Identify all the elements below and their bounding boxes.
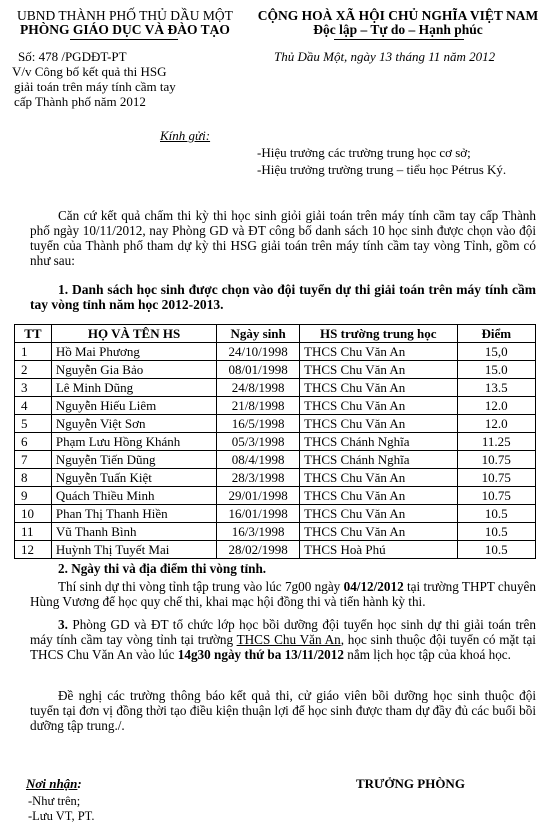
header-school: HS trường trung học xyxy=(300,325,457,343)
table-row xyxy=(15,469,536,487)
table-row xyxy=(15,451,536,469)
place-and-date: Thủ Dầu Một, ngày 13 tháng 11 năm 2012 xyxy=(274,49,496,64)
cell-birth-date: 28/3/1998 xyxy=(217,469,300,487)
cell-student-name: Nguyễn Gia Bảo xyxy=(51,361,216,379)
request-paragraph xyxy=(30,688,536,733)
cell-birth-date: 08/4/1998 xyxy=(217,451,300,469)
cell-school: THCS Chánh Nghĩa xyxy=(300,433,457,451)
table-header-row xyxy=(15,325,536,343)
cell-birth-date: 16/01/1998 xyxy=(217,505,300,523)
cell-score: 12.0 xyxy=(457,415,535,433)
cell-tt: 10 xyxy=(15,505,52,523)
cell-student-name: Nguyễn Tiến Dũng xyxy=(51,451,216,469)
table-row xyxy=(15,415,536,433)
cell-student-name: Nguyễn Việt Sơn xyxy=(51,415,216,433)
header-name: HỌ VÀ TÊN HS xyxy=(51,325,216,343)
table-body xyxy=(15,343,536,559)
cell-student-name: Nguyễn Hiếu Liêm xyxy=(51,397,216,415)
section-3-text-before: Phòng GD và ĐT tổ chức lớp học bồi dưỡng đội tuyển học sinh dự thi giải toán trên máy tính cầm tay vòng tỉnh tại trường xyxy=(30,617,536,647)
cell-score: 13.5 xyxy=(457,379,535,397)
cell-school: THCS Chu Văn An xyxy=(300,379,457,397)
cell-birth-date: 24/8/1998 xyxy=(217,379,300,397)
cell-score: 10.75 xyxy=(457,469,535,487)
student-table xyxy=(14,324,536,559)
subject-line-1: V/v Công bố kết quả thi HSG xyxy=(12,64,167,79)
signer-title: TRƯỞNG PHÒNG xyxy=(356,776,465,791)
header-left-rule xyxy=(70,39,178,40)
section-2-title: 2. Ngày thi và địa điểm thi vòng tỉnh. xyxy=(58,561,267,576)
table-row xyxy=(15,379,536,397)
table-row xyxy=(15,433,536,451)
section-2-date: 04/12/2012 xyxy=(343,579,404,594)
cell-score: 15.0 xyxy=(457,361,535,379)
section-2-paragraph xyxy=(30,579,536,609)
cell-birth-date: 16/5/1998 xyxy=(217,415,300,433)
document-number: Số: 478 /PGDĐT-PT xyxy=(18,49,127,64)
cell-birth-date: 16/3/1998 xyxy=(217,523,300,541)
authority-name: UBND THÀNH PHỐ THỦ DẦU MỘT xyxy=(17,8,233,23)
cell-birth-date: 29/01/1998 xyxy=(217,487,300,505)
cell-birth-date: 21/8/1998 xyxy=(217,397,300,415)
section-3-text-mid: , học sinh thuộc đội tuyển có mặt tại THCS Chu Văn An vào lúc xyxy=(30,632,536,662)
cell-student-name: Phạm Lưu Hồng Khánh xyxy=(51,433,216,451)
cell-score: 15,0 xyxy=(457,343,535,361)
cell-tt: 12 xyxy=(15,541,52,559)
cell-student-name: Huỳnh Thị Tuyết Mai xyxy=(51,541,216,559)
section-2-block xyxy=(30,561,536,576)
cell-school: THCS Chu Văn An xyxy=(300,469,457,487)
cell-score: 10.75 xyxy=(457,451,535,469)
section-2-text-after: tại trường THPT chuyên Hùng Vương để học quy chế thi, khai mạc hội đồng thi và tiến hành kỳ thi. xyxy=(30,579,536,609)
cell-score: 10.75 xyxy=(457,487,535,505)
table-row xyxy=(15,343,536,361)
cell-student-name: Nguyễn Tuấn Kiệt xyxy=(51,469,216,487)
cell-tt: 1 xyxy=(15,343,52,361)
table-row xyxy=(15,505,536,523)
cell-tt: 8 xyxy=(15,469,52,487)
cell-tt: 4 xyxy=(15,397,52,415)
department-name: PHÒNG GIÁO DỤC VÀ ĐÀO TẠO xyxy=(20,22,230,37)
header-tt: TT xyxy=(15,325,52,343)
cell-birth-date: 05/3/1998 xyxy=(217,433,300,451)
header-dob: Ngày sinh xyxy=(217,325,300,343)
cell-school: THCS Chánh Nghĩa xyxy=(300,451,457,469)
intro-text: Căn cứ kết quả chấm thi kỳ thi học sinh giỏi giải toán trên máy tính cầm tay cấp Thành phố ngày 10/11/2012, nay Phòng GD và ĐT công bố danh sách 10 học sinh được chọn vào đội tuyển của Thành phố tham dự kỳ thi HSG giải toán trên máy tính cầm tay vòng Tỉnh, gồm có như sau: xyxy=(30,208,536,268)
header-score: Điểm xyxy=(457,325,535,343)
subject-line-2: giải toán trên máy tính cầm tay xyxy=(14,79,176,94)
cell-student-name: Hồ Mai Phương xyxy=(51,343,216,361)
cell-birth-date: 08/01/1998 xyxy=(217,361,300,379)
cell-tt: 7 xyxy=(15,451,52,469)
section-1-block xyxy=(30,282,536,312)
footer-recipient-1: -Như trên; xyxy=(28,794,81,808)
cell-school: THCS Chu Văn An xyxy=(300,343,457,361)
recipients-label: Kính gửi: xyxy=(160,128,211,143)
subject-line-3: cấp Thành phố năm 2012 xyxy=(14,94,146,109)
national-motto: Độc lập – Tự do – Hạnh phúc xyxy=(313,22,483,37)
table-row xyxy=(15,397,536,415)
section-2-text-before: Thí sinh dự thi vòng tỉnh tập trung vào lúc 7g00 ngày xyxy=(58,579,344,594)
cell-tt: 11 xyxy=(15,523,52,541)
recipients-footer-label: Nơi nhận: xyxy=(26,776,82,791)
cell-student-name: Vũ Thanh Bình xyxy=(51,523,216,541)
cell-school: THCS Chu Văn An xyxy=(300,487,457,505)
cell-score: 11.25 xyxy=(457,433,535,451)
nation-name: CỘNG HOÀ XÃ HỘI CHỦ NGHĨA VIỆT NAM xyxy=(257,8,539,23)
section-3-school: THCS Chu Văn An xyxy=(236,632,341,647)
footer-recipient-2: -Lưu VT, PT. xyxy=(28,809,95,823)
cell-birth-date: 28/02/1998 xyxy=(217,541,300,559)
section-3-number: 3. xyxy=(58,617,68,632)
table-row xyxy=(15,361,536,379)
cell-tt: 5 xyxy=(15,415,52,433)
cell-score: 12.0 xyxy=(457,397,535,415)
table-row xyxy=(15,487,536,505)
header-right-rule xyxy=(334,39,464,40)
recipient-line-1: -Hiệu trưởng các trường trung học cơ sở; xyxy=(257,145,471,160)
recipient-line-2: -Hiệu trưởng trường trung – tiểu học Pétrus Ký. xyxy=(257,162,507,177)
section-3-text-after: nắm lịch học tập của khoá học. xyxy=(343,647,511,662)
cell-birth-date: 24/10/1998 xyxy=(217,343,300,361)
cell-student-name: Quách Thiều Minh xyxy=(51,487,216,505)
section-1-title: 1. Danh sách học sinh được chọn vào đội tuyển dự thi giải toán trên máy tính cầm tay vòng tỉnh năm học 2012-2013. xyxy=(30,282,536,312)
intro-paragraph xyxy=(30,208,536,268)
cell-score: 10.5 xyxy=(457,523,535,541)
cell-tt: 6 xyxy=(15,433,52,451)
cell-tt: 9 xyxy=(15,487,52,505)
cell-school: THCS Chu Văn An xyxy=(300,415,457,433)
cell-student-name: Phan Thị Thanh Hiền xyxy=(51,505,216,523)
cell-school: THCS Chu Văn An xyxy=(300,505,457,523)
request-text: Đề nghị các trường thông báo kết quả thi, cử giáo viên bồi dưỡng học sinh thuộc đội tuyển tại đơn vị đồng thời tạo điều kiện thuận lợi để học sinh được tham dự đầy đủ các buổi bồi dưỡng tập trung./. xyxy=(30,688,536,733)
table-row xyxy=(15,523,536,541)
cell-tt: 2 xyxy=(15,361,52,379)
section-3-paragraph xyxy=(30,617,536,662)
cell-student-name: Lê Minh Dũng xyxy=(51,379,216,397)
section-3-time: 14g30 ngày thứ ba 13/11/2012 xyxy=(177,647,344,662)
cell-score: 10.5 xyxy=(457,505,535,523)
cell-school: THCS Hoà Phú xyxy=(300,541,457,559)
cell-score: 10.5 xyxy=(457,541,535,559)
cell-school: THCS Chu Văn An xyxy=(300,397,457,415)
table-row xyxy=(15,541,536,559)
cell-school: THCS Chu Văn An xyxy=(300,523,457,541)
cell-school: THCS Chu Văn An xyxy=(300,361,457,379)
cell-tt: 3 xyxy=(15,379,52,397)
